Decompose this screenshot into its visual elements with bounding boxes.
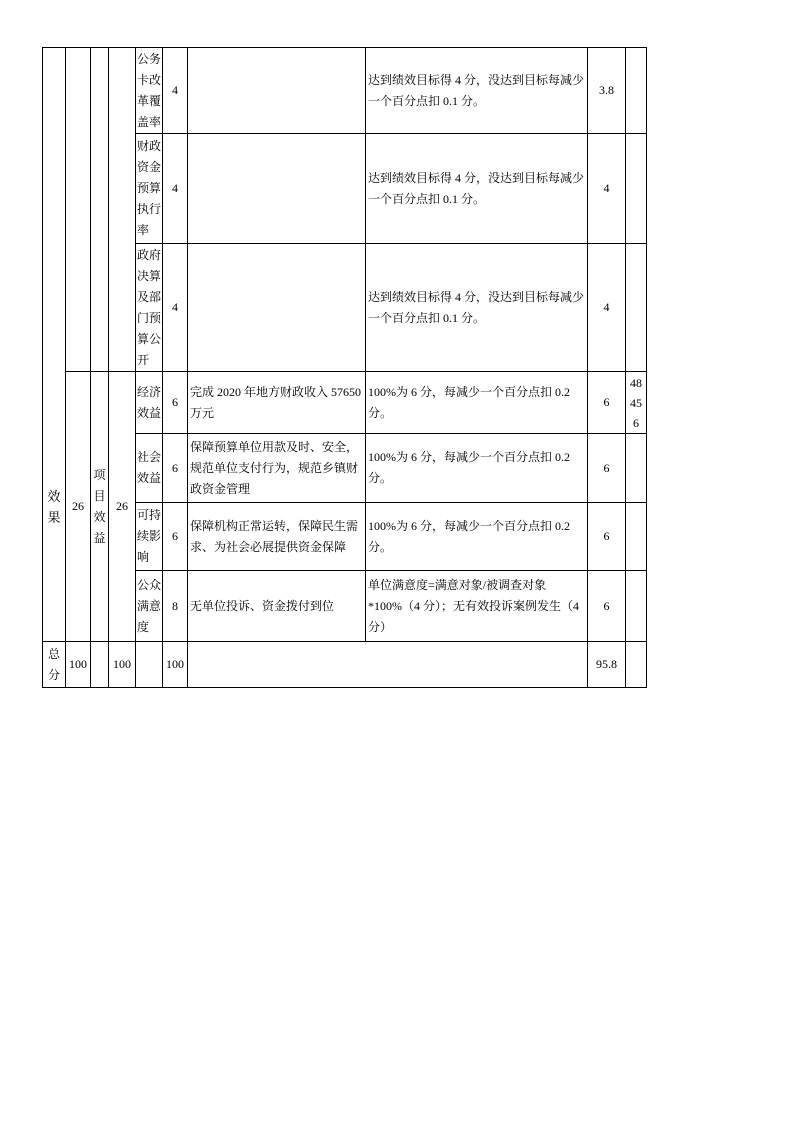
indicator-name-cell: 社会效益 xyxy=(136,434,163,503)
score-cell: 4 xyxy=(588,244,626,372)
indicator-name-cell: 政府决算及部门预算公开 xyxy=(136,244,163,372)
indicator-description-cell xyxy=(188,134,366,244)
level1-points-continuation-cell xyxy=(66,48,91,372)
total-score-cell: 95.8 xyxy=(588,642,626,688)
note-cell xyxy=(626,434,647,503)
score-cell: 3.8 xyxy=(588,48,626,134)
total-level3-points-cell: 100 xyxy=(163,642,188,688)
note-cell xyxy=(626,503,647,571)
score-cell: 6 xyxy=(588,571,626,642)
level1-indicator-label: 效果 xyxy=(47,489,61,525)
scoring-criteria-cell: 100%为 6 分，每减少一个百分点扣 0.2 分。 xyxy=(366,434,588,503)
indicator-name-cell: 经济效益 xyxy=(136,372,163,434)
level2-indicator-cell: 项目效益 xyxy=(91,372,109,642)
total-level2-points-cell: 100 xyxy=(109,642,136,688)
total-level1-points-cell: 100 xyxy=(66,642,91,688)
indicator-description-cell: 保障机构正常运转，保障民生需求、为社会必展提供资金保障 xyxy=(188,503,366,571)
indicator-description-cell xyxy=(188,244,366,372)
total-row xyxy=(43,642,647,688)
indicator-points-cell: 8 xyxy=(163,571,188,642)
scoring-criteria-cell: 达到绩效目标得 4 分，没达到目标每减少一个百分点扣 0.1 分。 xyxy=(366,134,588,244)
table-row xyxy=(43,48,647,134)
indicator-points-cell: 6 xyxy=(163,372,188,434)
indicator-description-cell: 无单位投诉、资金拨付到位 xyxy=(188,571,366,642)
total-label-cell: 总分 xyxy=(43,642,66,688)
indicator-name-cell: 财政资金预算执行率 xyxy=(136,134,163,244)
indicator-name-cell: 可持续影响 xyxy=(136,503,163,571)
level1-points-cell: 26 xyxy=(66,372,91,642)
note-cell xyxy=(626,48,647,134)
indicator-points-cell: 6 xyxy=(163,503,188,571)
scoring-criteria-cell: 100%为 6 分，每减少一个百分点扣 0.2 分。 xyxy=(366,503,588,571)
total-criteria-filler-cell xyxy=(188,642,588,688)
note-cell xyxy=(626,372,647,434)
note-cell xyxy=(626,571,647,642)
note-cell xyxy=(626,134,647,244)
note-value: 48456 xyxy=(630,375,642,430)
indicator-name-cell: 公务卡改革覆盖率 xyxy=(136,48,163,134)
level2-points-continuation-cell xyxy=(109,48,136,372)
evaluation-table xyxy=(42,47,647,688)
scoring-criteria-cell: 达到绩效目标得 4 分，没达到目标每减少一个百分点扣 0.1 分。 xyxy=(366,48,588,134)
indicator-points-cell: 4 xyxy=(163,244,188,372)
score-cell: 6 xyxy=(588,503,626,571)
level1-indicator-cell xyxy=(43,48,66,642)
indicator-description-cell: 完成 2020 年地方财政收入 57650 万元 xyxy=(188,372,366,434)
total-filler-cell xyxy=(91,642,109,688)
note-cell xyxy=(626,244,647,372)
score-cell: 6 xyxy=(588,372,626,434)
total-filler-cell xyxy=(136,642,163,688)
score-cell: 4 xyxy=(588,134,626,244)
indicator-description-cell: 保障预算单位用款及时、安全，规范单位支付行为，规范乡镇财政资金管理 xyxy=(188,434,366,503)
indicator-points-cell: 4 xyxy=(163,134,188,244)
level2-indicator-continuation-cell xyxy=(91,48,109,372)
level2-points-cell: 26 xyxy=(109,372,136,642)
total-note-cell xyxy=(626,642,647,688)
indicator-name-cell: 公众满意度 xyxy=(136,571,163,642)
scoring-criteria-cell: 100%为 6 分，每减少一个百分点扣 0.2 分。 xyxy=(366,372,588,434)
indicator-points-cell: 6 xyxy=(163,434,188,503)
table-row xyxy=(43,372,647,434)
indicator-points-cell: 4 xyxy=(163,48,188,134)
indicator-description-cell xyxy=(188,48,366,134)
scoring-criteria-cell: 达到绩效目标得 4 分，没达到目标每减少一个百分点扣 0.1 分。 xyxy=(366,244,588,372)
scoring-criteria-cell: 单位满意度=满意对象/被调查对象*100%（4 分）；无有效投诉案例发生（4 分） xyxy=(366,571,588,642)
score-cell: 6 xyxy=(588,434,626,503)
